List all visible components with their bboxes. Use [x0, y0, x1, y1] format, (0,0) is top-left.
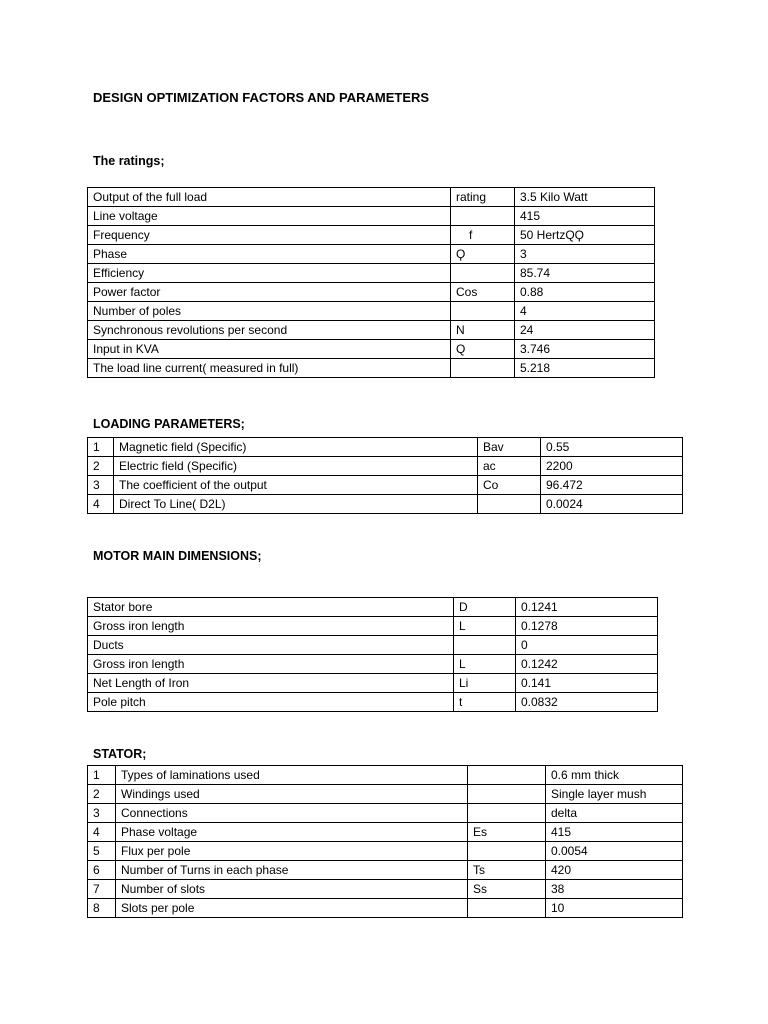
- table-row: [88, 340, 655, 359]
- number-cell: 2: [88, 457, 114, 476]
- value-cell: 415: [546, 823, 683, 842]
- parameter-cell: Phase: [88, 245, 451, 264]
- table-row: [88, 674, 658, 693]
- number-cell: 3: [88, 804, 116, 823]
- motor-dimensions-heading: MOTOR MAIN DIMENSIONS;: [93, 549, 262, 563]
- table-row: [88, 188, 655, 207]
- symbol-cell: [468, 899, 546, 918]
- value-cell: 0.141: [516, 674, 658, 693]
- symbol-cell: Q: [451, 340, 515, 359]
- symbol-cell: [451, 302, 515, 321]
- table-row: [88, 359, 655, 378]
- symbol-cell: Es: [468, 823, 546, 842]
- number-cell: 1: [88, 438, 114, 457]
- symbol-cell: N: [451, 321, 515, 340]
- parameter-cell: Types of laminations used: [116, 766, 468, 785]
- value-cell: 0.1241: [516, 598, 658, 617]
- table-row: [88, 226, 655, 245]
- value-cell: 0.6 mm thick: [546, 766, 683, 785]
- number-cell: 4: [88, 823, 116, 842]
- value-cell: delta: [546, 804, 683, 823]
- parameter-cell: Efficiency: [88, 264, 451, 283]
- value-cell: 3: [515, 245, 655, 264]
- value-cell: 420: [546, 861, 683, 880]
- symbol-cell: [478, 495, 541, 514]
- value-cell: 24: [515, 321, 655, 340]
- value-cell: 5.218: [515, 359, 655, 378]
- parameter-cell: Flux per pole: [116, 842, 468, 861]
- table-row: [88, 438, 683, 457]
- parameter-cell: Number of slots: [116, 880, 468, 899]
- value-cell: 0: [516, 636, 658, 655]
- value-cell: 2200: [541, 457, 683, 476]
- parameter-cell: Frequency: [88, 226, 451, 245]
- value-cell: 0.0832: [516, 693, 658, 712]
- table-row: [88, 207, 655, 226]
- symbol-cell: Ss: [468, 880, 546, 899]
- value-cell: 50 HertzQϘ: [515, 226, 655, 245]
- loading-parameters-table: [87, 437, 683, 514]
- number-cell: 8: [88, 899, 116, 918]
- value-cell: 0.1242: [516, 655, 658, 674]
- number-cell: 5: [88, 842, 116, 861]
- symbol-cell: [451, 264, 515, 283]
- table-row: [88, 880, 683, 899]
- value-cell: 96.472: [541, 476, 683, 495]
- symbol-cell: [454, 636, 516, 655]
- table-row: [88, 245, 655, 264]
- table-row: [88, 457, 683, 476]
- parameter-cell: Number of Turns in each phase: [116, 861, 468, 880]
- parameter-cell: Power factor: [88, 283, 451, 302]
- parameter-cell: Net Length of Iron: [88, 674, 454, 693]
- symbol-cell: Ϙ: [451, 245, 515, 264]
- symbol-cell: D: [454, 598, 516, 617]
- number-cell: 4: [88, 495, 114, 514]
- table-row: [88, 617, 658, 636]
- parameter-cell: The load line current( measured in full): [88, 359, 451, 378]
- table-row: [88, 693, 658, 712]
- symbol-cell: Co: [478, 476, 541, 495]
- table-row: [88, 766, 683, 785]
- symbol-cell: Li: [454, 674, 516, 693]
- symbol-cell: [451, 207, 515, 226]
- table-row: [88, 861, 683, 880]
- symbol-cell: Bav: [478, 438, 541, 457]
- symbol-cell: [468, 842, 546, 861]
- value-cell: 3.5 Kilo Watt: [515, 188, 655, 207]
- page-title: DESIGN OPTIMIZATION FACTORS AND PARAMETERS: [93, 90, 430, 105]
- parameter-cell: Pole pitch: [88, 693, 454, 712]
- table-row: [88, 283, 655, 302]
- symbol-cell: L: [454, 655, 516, 674]
- table-row: [88, 476, 683, 495]
- value-cell: 3.746: [515, 340, 655, 359]
- parameter-cell: The coefficient of the output: [114, 476, 478, 495]
- table-row: [88, 302, 655, 321]
- parameter-cell: Slots per pole: [116, 899, 468, 918]
- value-cell: 0.55: [541, 438, 683, 457]
- table-row: [88, 264, 655, 283]
- table-row: [88, 495, 683, 514]
- table-row: [88, 823, 683, 842]
- table-row: [88, 321, 655, 340]
- number-cell: 1: [88, 766, 116, 785]
- motor-dimensions-table: [87, 597, 658, 712]
- parameter-cell: Phase voltage: [116, 823, 468, 842]
- table-row: [88, 842, 683, 861]
- value-cell: 10: [546, 899, 683, 918]
- number-cell: 6: [88, 861, 116, 880]
- parameter-cell: Number of poles: [88, 302, 451, 321]
- parameter-cell: Input in KVA: [88, 340, 451, 359]
- parameter-cell: Electric field (Specific): [114, 457, 478, 476]
- parameter-cell: Synchronous revolutions per second: [88, 321, 451, 340]
- ratings-heading: The ratings;: [93, 154, 165, 168]
- table-row: [88, 785, 683, 804]
- symbol-cell: t: [454, 693, 516, 712]
- stator-heading: STATOR;: [93, 747, 147, 761]
- table-row: [88, 655, 658, 674]
- value-cell: 0.0054: [546, 842, 683, 861]
- parameter-cell: Gross iron length: [88, 617, 454, 636]
- table-row: [88, 899, 683, 918]
- value-cell: Single layer mush: [546, 785, 683, 804]
- symbol-cell: [468, 804, 546, 823]
- number-cell: 7: [88, 880, 116, 899]
- symbol-cell: Cos: [451, 283, 515, 302]
- parameter-cell: Stator bore: [88, 598, 454, 617]
- parameter-cell: Output of the full load: [88, 188, 451, 207]
- value-cell: 0.88: [515, 283, 655, 302]
- symbol-cell: ac: [478, 457, 541, 476]
- symbol-cell: f: [451, 226, 515, 245]
- table-row: [88, 804, 683, 823]
- value-cell: 415: [515, 207, 655, 226]
- value-cell: 4: [515, 302, 655, 321]
- stator-table: [87, 765, 683, 918]
- parameter-cell: Gross iron length: [88, 655, 454, 674]
- number-cell: 2: [88, 785, 116, 804]
- symbol-cell: [468, 785, 546, 804]
- value-cell: 0.1278: [516, 617, 658, 636]
- parameter-cell: Windings used: [116, 785, 468, 804]
- table-row: [88, 636, 658, 655]
- parameter-cell: Connections: [116, 804, 468, 823]
- number-cell: 3: [88, 476, 114, 495]
- parameter-cell: Direct To Line( D2L): [114, 495, 478, 514]
- parameter-cell: Line voltage: [88, 207, 451, 226]
- symbol-cell: [451, 359, 515, 378]
- symbol-cell: L: [454, 617, 516, 636]
- value-cell: 0.0024: [541, 495, 683, 514]
- parameter-cell: Magnetic field (Specific): [114, 438, 478, 457]
- value-cell: 38: [546, 880, 683, 899]
- symbol-cell: Ts: [468, 861, 546, 880]
- table-row: [88, 598, 658, 617]
- parameter-cell: Ducts: [88, 636, 454, 655]
- loading-parameters-heading: LOADING PARAMETERS;: [93, 417, 245, 431]
- ratings-table: [87, 187, 655, 378]
- value-cell: 85.74: [515, 264, 655, 283]
- symbol-cell: rating: [451, 188, 515, 207]
- symbol-cell: [468, 766, 546, 785]
